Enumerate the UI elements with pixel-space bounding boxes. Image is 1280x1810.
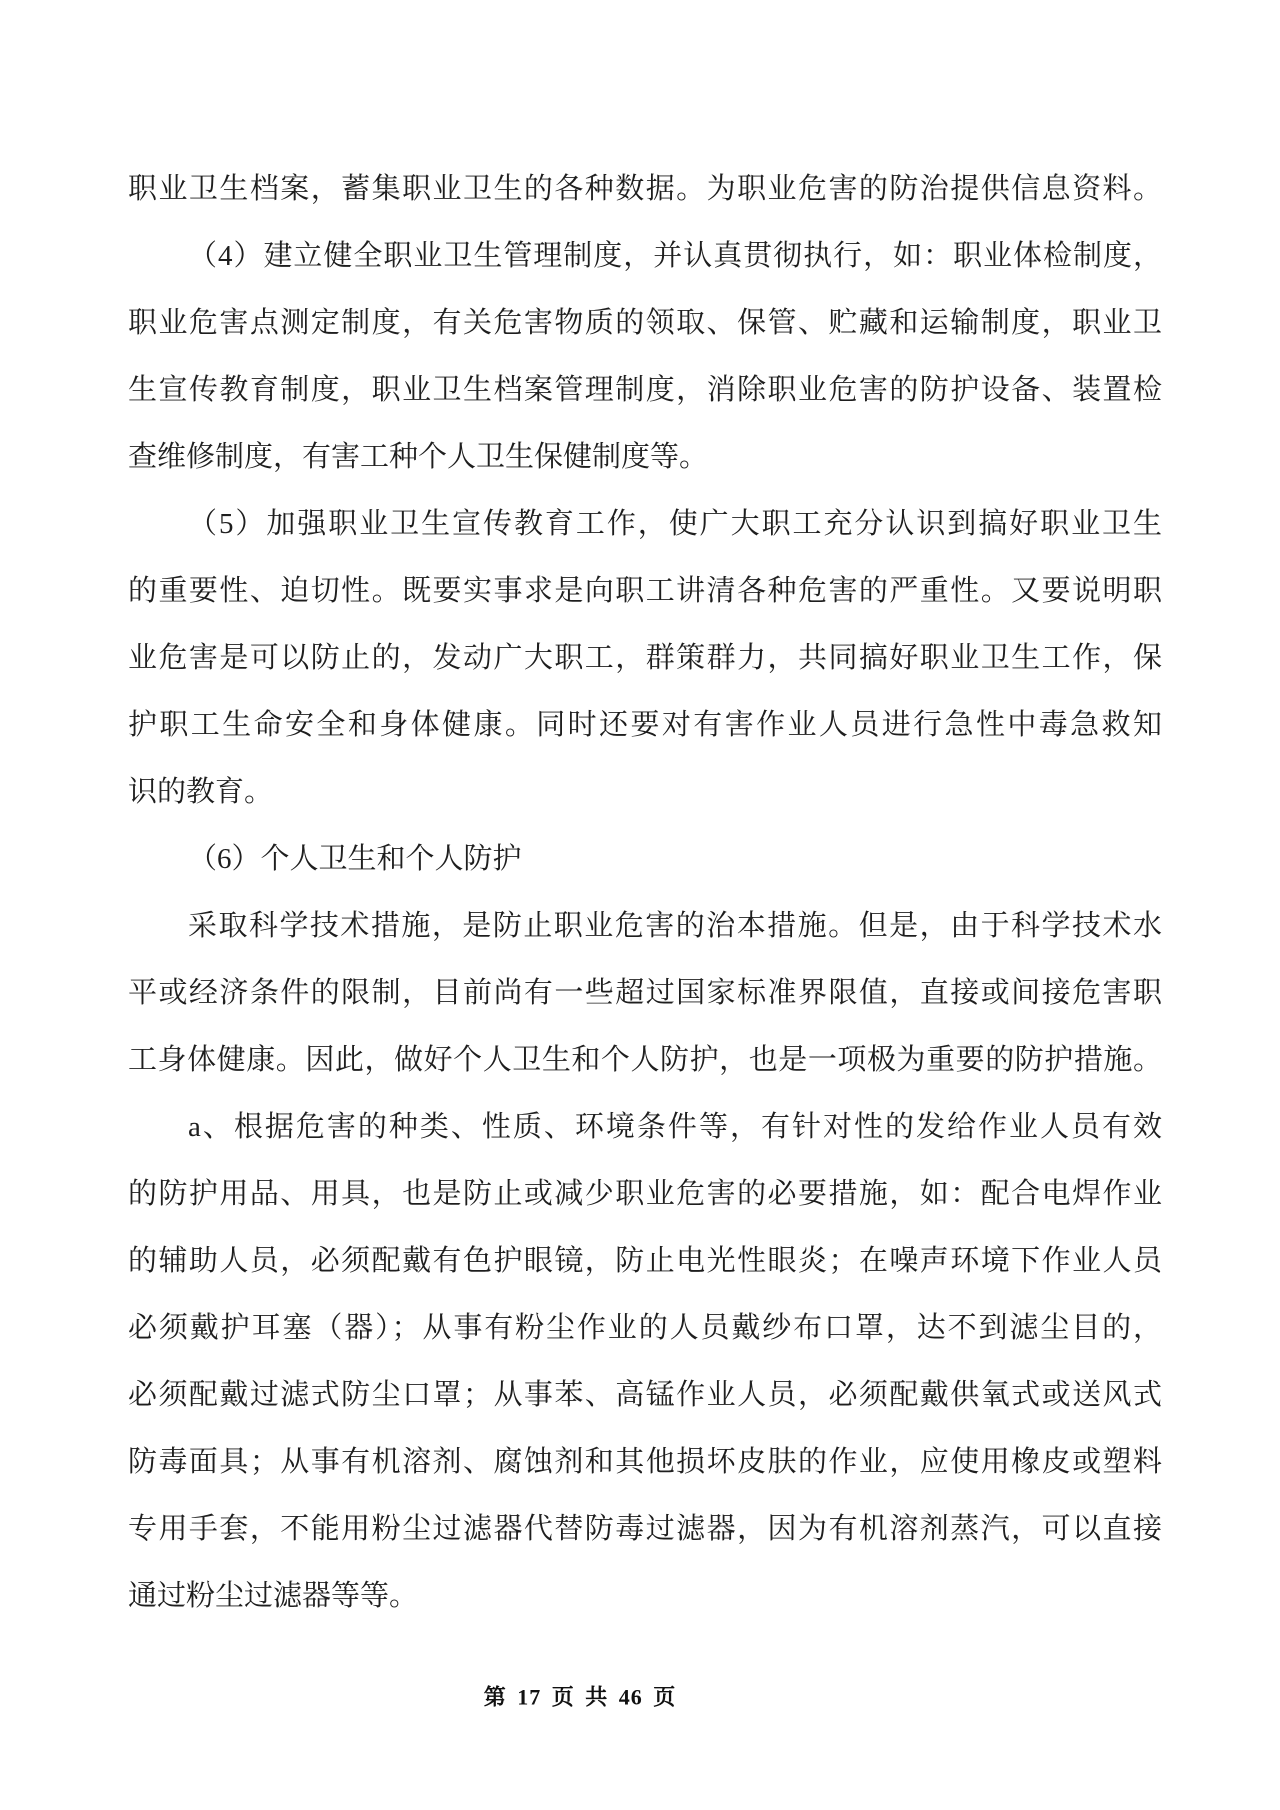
text-line: 专用手套，不能用粉尘过滤器代替防毒过滤器，因为有机溶剂蒸汽，可以直接 <box>128 1513 1162 1545</box>
text-line: 必须戴护耳塞（器）；从事有粉尘作业的人员戴纱布口罩，达不到滤尘目的， <box>128 1312 1162 1344</box>
text-line: （4）建立健全职业卫生管理制度，并认真贯彻执行，如：职业体检制度， <box>188 240 1162 272</box>
page-number-text: 第 17 页 共 46 页 <box>483 1684 677 1710</box>
document-body <box>128 156 1162 1630</box>
text-line: 的防护用品、用具，也是防止或减少职业危害的必要措施，如：配合电焊作业 <box>128 1178 1162 1210</box>
text-line: 工身体健康。因此，做好个人卫生和个人防护，也是一项极为重要的防护措施。 <box>128 1044 1162 1076</box>
text-line: 职业卫生档案，蓄集职业卫生的各种数据。为职业危害的防治提供信息资料。 <box>128 173 1162 205</box>
text-line: 防毒面具；从事有机溶剂、腐蚀剂和其他损坏皮肤的作业，应使用橡皮或塑料 <box>128 1446 1162 1478</box>
text-line: 职业危害点测定制度，有关危害物质的领取、保管、贮藏和运输制度，职业卫 <box>128 307 1162 339</box>
text-line: 查维修制度，有害工种个人卫生保健制度等。 <box>128 441 709 473</box>
text-line: 生宣传教育制度，职业卫生档案管理制度，消除职业危害的防护设备、装置检 <box>128 374 1162 406</box>
text-line: 的辅助人员，必须配戴有色护眼镜，防止电光性眼炎；在噪声环境下作业人员 <box>128 1245 1162 1277</box>
text-line: 的重要性、迫切性。既要实事求是向职工讲清各种危害的严重性。又要说明职 <box>128 575 1162 607</box>
text-line: 护职工生命安全和身体健康。同时还要对有害作业人员进行急性中毒急救知 <box>128 709 1162 741</box>
page-footer <box>484 1681 677 1712</box>
text-line: a、根据危害的种类、性质、环境条件等，有针对性的发给作业人员有效 <box>188 1111 1162 1143</box>
text-line: 必须配戴过滤式防尘口罩；从事苯、高锰作业人员，必须配戴供氧式或送风式 <box>128 1379 1162 1411</box>
text-line: 通过粉尘过滤器等等。 <box>128 1580 419 1612</box>
text-line: 识的教育。 <box>128 776 274 808</box>
text-line: （5）加强职业卫生宣传教育工作，使广大职工充分认识到搞好职业卫生 <box>188 508 1162 540</box>
text-line: 采取科学技术措施，是防止职业危害的治本措施。但是，由于科学技术水 <box>188 910 1162 942</box>
text-line: （6）个人卫生和个人防护 <box>188 843 522 875</box>
text-line: 业危害是可以防止的，发动广大职工，群策群力，共同搞好职业卫生工作，保 <box>128 642 1162 674</box>
text-line: 平或经济条件的限制，目前尚有一些超过国家标准界限值，直接或间接危害职 <box>128 977 1162 1009</box>
